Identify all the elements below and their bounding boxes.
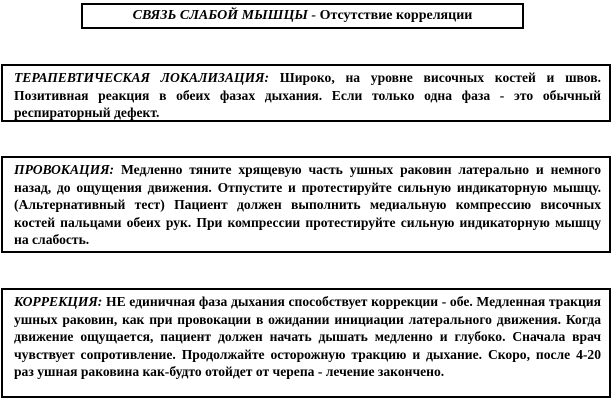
section-provocation	[1, 156, 611, 253]
section-text: НЕ единичная фаза дыхания способствует коррекции - обе. Медленная тракция ушных раковин, как при провокации в ожидании инициации латерального движения. Когда движение ощущается, пациент должен начать дышать медленно и глубоко. Сначала врач чувствует сопротивление. Продолжайте осторожную тракцию и дыхание. Скоро, после 4-20 раз ушная раковина как-будто отойдет от черепа - лечение закончено.	[14, 294, 601, 379]
section-therapeutic-localization	[1, 64, 611, 122]
section-heading: КОРРЕКЦИЯ:	[14, 294, 103, 309]
section-heading: ПРОВОКАЦИЯ:	[14, 162, 115, 177]
title-lead: СВЯЗЬ СЛАБОЙ МЫШЦЫ -	[132, 8, 317, 23]
title-box	[81, 3, 524, 29]
title-rest: Отсутствие корреляции	[319, 8, 473, 23]
section-text: Широко, на уровне височных костей и швов. Позитивная реакция в обеих фазах дыхания. Если только одна фаза - это обычный респираторный дефект.	[14, 70, 601, 120]
section-heading: ТЕРАПЕВТИЧЕСКАЯ ЛОКАЛИЗАЦИЯ:	[14, 70, 270, 85]
section-text: Медленно тяните хрящевую часть ушных раковин латерально и немного назад, до ощущения движения. Отпустите и протестируйте сильную индикаторную мышцу. (Альтернативный тест) Пациент должен выполнить медиальную компрессию височных костей пальцами обеих рук. При компрессии протестируйте сильную индикаторную мышцу на слабость.	[14, 162, 601, 247]
section-correction	[1, 288, 611, 398]
